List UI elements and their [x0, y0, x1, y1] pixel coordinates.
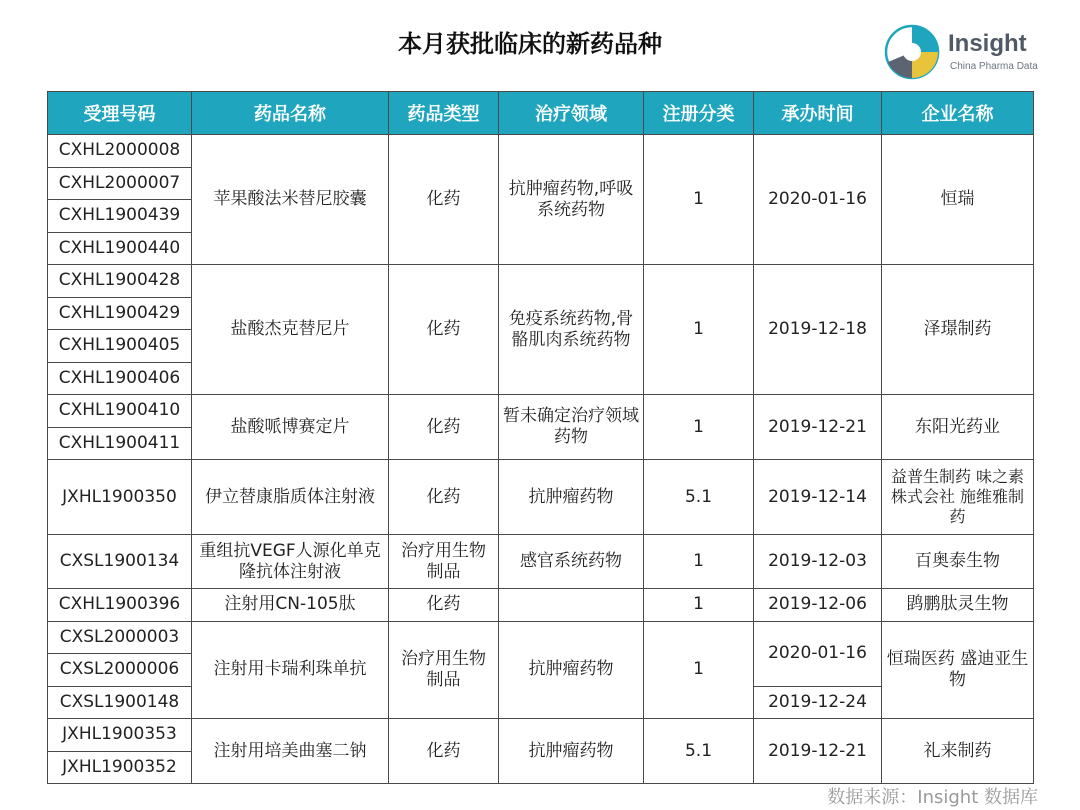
header-cell: 承办时间 [754, 92, 882, 135]
handling-date: 2020-01-16 [754, 621, 882, 686]
drug-type: 化药 [389, 460, 499, 535]
registration-class: 1 [644, 535, 754, 589]
page-title: 本月获批临床的新药品种 [398, 30, 662, 58]
drug-type: 治疗用生物制品 [389, 621, 499, 719]
company-name: 恒瑞医药 盛迪亚生物 [882, 621, 1034, 719]
header-cell: 治疗领域 [499, 92, 644, 135]
table-row [48, 535, 1034, 589]
registration-class: 1 [644, 589, 754, 622]
logo-name: Insight [948, 30, 1027, 57]
therapeutic-area: 抗肿瘤药物,呼吸系统药物 [499, 135, 644, 265]
drug-name: 注射用培美曲塞二钠 [192, 719, 389, 784]
accept-number: CXSL1900148 [48, 686, 192, 719]
therapeutic-area: 免疫系统药物,骨骼肌肉系统药物 [499, 265, 644, 395]
company-name: 益普生制药 味之素株式会社 施维雅制药 [882, 460, 1034, 535]
company-name: 礼来制药 [882, 719, 1034, 784]
drug-name: 苹果酸法米替尼胶囊 [192, 135, 389, 265]
company-name: 泽璟制药 [882, 265, 1034, 395]
accept-number: JXHL1900350 [48, 460, 192, 535]
insight-logo [884, 24, 1054, 80]
registration-class: 1 [644, 265, 754, 395]
header-cell: 注册分类 [644, 92, 754, 135]
accept-number: CXHL1900410 [48, 395, 192, 428]
company-name: 东阳光药业 [882, 395, 1034, 460]
table-row [48, 460, 1034, 535]
table-row [48, 719, 1034, 752]
registration-class: 5.1 [644, 719, 754, 784]
company-name: 恒瑞 [882, 135, 1034, 265]
handling-date: 2019-12-21 [754, 719, 882, 784]
handling-date: 2020-01-16 [754, 135, 882, 265]
company-name: 百奥泰生物 [882, 535, 1034, 589]
accept-number: CXHL1900396 [48, 589, 192, 622]
accept-number: CXHL2000008 [48, 135, 192, 168]
accept-number: CXHL1900440 [48, 232, 192, 265]
header-cell: 药品名称 [192, 92, 389, 135]
accept-number: CXHL1900406 [48, 362, 192, 395]
drug-type: 化药 [389, 719, 499, 784]
drug-type: 化药 [389, 589, 499, 622]
handling-date: 2019-12-14 [754, 460, 882, 535]
table-row [48, 589, 1034, 622]
accept-number: JXHL1900353 [48, 719, 192, 752]
insight-logo-icon [884, 24, 940, 80]
accept-number: CXHL1900439 [48, 200, 192, 233]
accept-number: CXHL1900411 [48, 427, 192, 460]
handling-date: 2019-12-18 [754, 265, 882, 395]
registration-class: 1 [644, 395, 754, 460]
accept-number: CXHL1900429 [48, 297, 192, 330]
drug-approval-table [47, 91, 1034, 784]
accept-number: CXHL1900428 [48, 265, 192, 298]
table-row [48, 135, 1034, 168]
handling-date: 2019-12-24 [754, 686, 882, 719]
drug-type: 治疗用生物制品 [389, 535, 499, 589]
therapeutic-area: 感官系统药物 [499, 535, 644, 589]
table-row [48, 395, 1034, 428]
drug-type: 化药 [389, 395, 499, 460]
handling-date: 2019-12-03 [754, 535, 882, 589]
accept-number: JXHL1900352 [48, 751, 192, 784]
table-row [48, 621, 1034, 654]
table-row [48, 265, 1034, 298]
accept-number: CXHL2000007 [48, 167, 192, 200]
registration-class: 5.1 [644, 460, 754, 535]
handling-date: 2019-12-21 [754, 395, 882, 460]
therapeutic-area: 抗肿瘤药物 [499, 621, 644, 719]
drug-name: 注射用CN-105肽 [192, 589, 389, 622]
drug-name: 重组抗VEGF人源化单克隆抗体注射液 [192, 535, 389, 589]
accept-number: CXHL1900405 [48, 330, 192, 363]
therapeutic-area [499, 589, 644, 622]
table-header-row [48, 92, 1034, 135]
drug-name: 注射用卡瑞利珠单抗 [192, 621, 389, 719]
drug-name: 伊立替康脂质体注射液 [192, 460, 389, 535]
therapeutic-area: 抗肿瘤药物 [499, 719, 644, 784]
therapeutic-area: 暂未确定治疗领域药物 [499, 395, 644, 460]
header-cell: 企业名称 [882, 92, 1034, 135]
registration-class: 1 [644, 621, 754, 719]
logo-subtitle: China Pharma Data [950, 61, 1038, 72]
accept-number: CXSL2000006 [48, 654, 192, 687]
drug-name: 盐酸哌博赛定片 [192, 395, 389, 460]
drug-type: 化药 [389, 135, 499, 265]
accept-number: CXSL2000003 [48, 621, 192, 654]
accept-number: CXSL1900134 [48, 535, 192, 589]
drug-name: 盐酸杰克替尼片 [192, 265, 389, 395]
header-cell: 药品类型 [389, 92, 499, 135]
handling-date: 2019-12-06 [754, 589, 882, 622]
header-cell: 受理号码 [48, 92, 192, 135]
drug-type: 化药 [389, 265, 499, 395]
company-name: 鹍鹏肽灵生物 [882, 589, 1034, 622]
therapeutic-area: 抗肿瘤药物 [499, 460, 644, 535]
data-source-note: 数据来源：Insight 数据库 [827, 787, 1038, 808]
registration-class: 1 [644, 135, 754, 265]
